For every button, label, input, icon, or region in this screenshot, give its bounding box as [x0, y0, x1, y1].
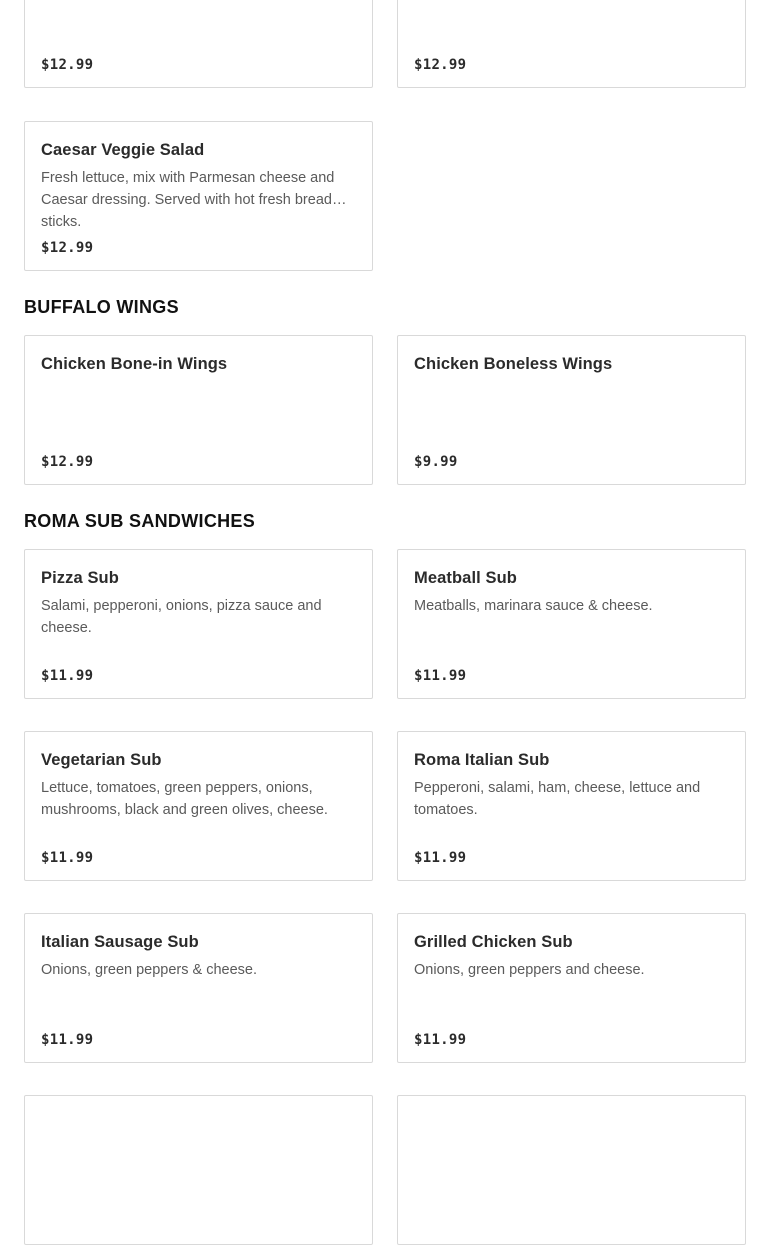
menu-item-description: Onions, green peppers and cheese. — [414, 962, 645, 978]
menu-item-price: $12.99 — [41, 240, 94, 256]
menu-item-name: Meatball Sub — [414, 569, 517, 587]
menu-item-price: $12.99 — [414, 57, 467, 73]
menu-item-name: Roma Italian Sub — [414, 751, 550, 769]
menu-item-card[interactable] — [24, 731, 373, 881]
menu-item-description: Meatballs, marinara sauce & cheese. — [414, 598, 653, 614]
menu-item-price: $9.99 — [414, 454, 458, 470]
menu-item-card[interactable] — [24, 0, 373, 88]
menu-item-description: Fresh lettuce, mix with Parmesan cheese and Caesar dressing. Served with hot fresh bread sticks. — [41, 170, 335, 230]
menu-item-description: Lettuce, tomatoes, green peppers, onions, mushrooms, black and green olives, cheese. — [41, 780, 328, 818]
menu-item-price: $12.99 — [41, 57, 94, 73]
menu-item-card[interactable] — [397, 731, 746, 881]
menu-item-price: $12.99 — [41, 454, 94, 470]
menu-item-name: Vegetarian Sub — [41, 751, 162, 769]
menu-item-card[interactable] — [397, 335, 746, 485]
menu-item-name: Chicken Boneless Wings — [414, 355, 613, 373]
menu-item-name: Chicken Bone-in Wings — [41, 355, 228, 373]
section-title-buffalo-wings: BUFFALO WINGS — [24, 297, 179, 317]
menu-item-card[interactable] — [397, 1095, 746, 1245]
menu-item-card[interactable] — [397, 913, 746, 1063]
menu-item-card[interactable] — [24, 1095, 373, 1245]
menu-item-price: $11.99 — [41, 850, 94, 866]
menu-item-price: $11.99 — [414, 668, 467, 684]
menu-item-description: Pepperoni, salami, ham, cheese, lettuce and tomatoes. — [414, 780, 701, 818]
menu-item-name: Caesar Veggie Salad — [41, 141, 205, 159]
menu-item-description: Onions, green peppers & cheese. — [41, 962, 258, 978]
menu-item-name: Italian Sausage Sub — [41, 933, 199, 951]
menu-item-price: $11.99 — [414, 1032, 467, 1048]
menu-item-name: Grilled Chicken Sub — [414, 933, 573, 951]
menu-item-card[interactable] — [24, 335, 373, 485]
menu-item-card[interactable] — [24, 549, 373, 699]
menu-item-card[interactable] — [397, 0, 746, 88]
menu-item-card[interactable] — [397, 549, 746, 699]
menu-item-price: $11.99 — [414, 850, 467, 866]
menu-item-price: $11.99 — [41, 1032, 94, 1048]
menu-item-card[interactable] — [24, 913, 373, 1063]
menu-item-price: $11.99 — [41, 668, 94, 684]
menu-item-name: Pizza Sub — [41, 569, 119, 587]
menu-item-description: Salami, pepperoni, onions, pizza sauce and cheese. — [41, 598, 322, 636]
menu-item-card[interactable] — [24, 121, 373, 271]
section-title-roma-subs: ROMA SUB SANDWICHES — [24, 511, 256, 531]
